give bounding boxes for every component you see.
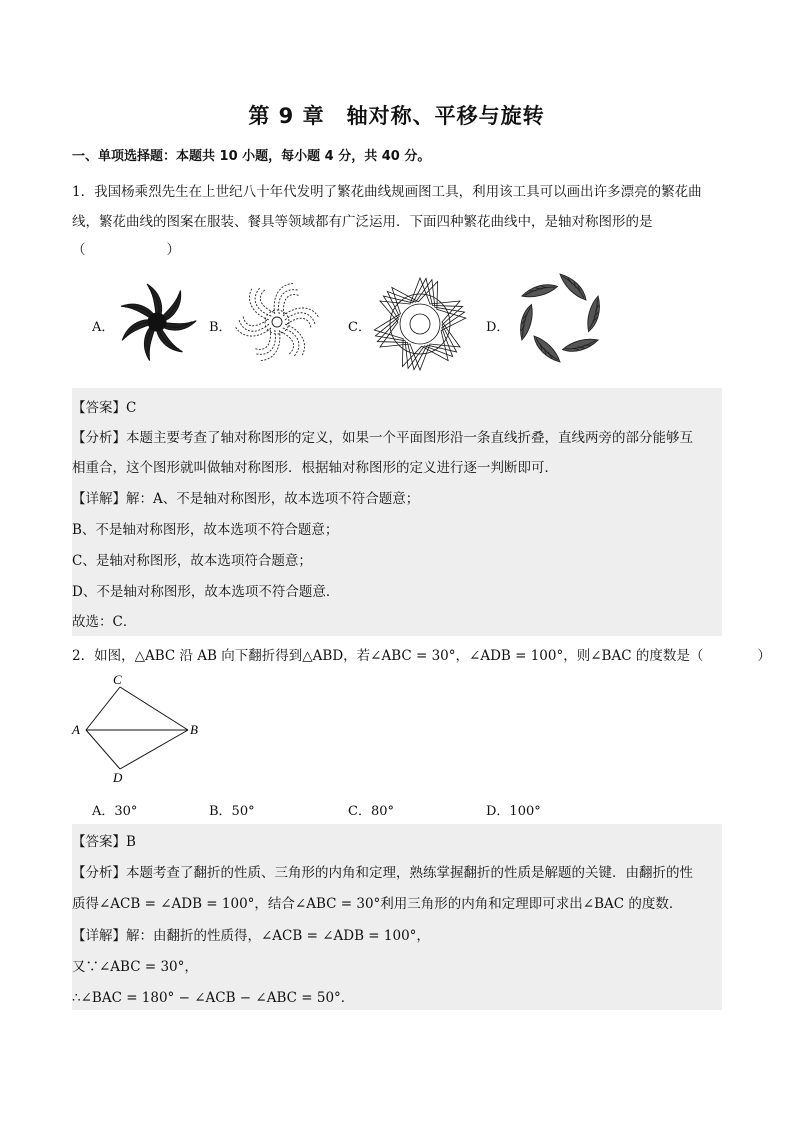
vertex-c-label: C bbox=[113, 672, 122, 687]
q2-option-d: D．100° bbox=[486, 804, 541, 819]
q2-option-a: A．30° bbox=[92, 804, 138, 819]
star-flower-c-figure bbox=[372, 276, 468, 372]
q2-analysis-line-2: 质得∠ACB = ∠ADB = 100°，结合∠ABC = 30°利用三角形的内角和定理即可求出∠BAC 的度数． bbox=[72, 896, 683, 912]
q1-detail-line-2: B、不是轴对称图形，故本选项不符合题意； bbox=[72, 522, 339, 538]
q1-analysis-line-1: 【分析】本题主要考查了轴对称图形的定义，如果一个平面图形沿一条直线折叠，直线两旁的部分能够互 bbox=[72, 430, 693, 446]
chapter-title: 轴对称、平移与旋转 bbox=[346, 104, 545, 128]
q2-option-b: B．50° bbox=[209, 804, 255, 819]
page-title bbox=[0, 100, 793, 130]
q2-analysis-line-1: 【分析】本题考查了翻折的性质、三角形的内角和定理，熟练掌握翻折的性质是解题的关键．由翻折的性 bbox=[72, 865, 693, 881]
segment-cb bbox=[120, 687, 188, 730]
triangle-fold-diagram bbox=[70, 670, 210, 788]
q1-answer: 【答案】C bbox=[72, 400, 137, 416]
q1-detail-line-1: 【详解】解：A、不是轴对称图形，故本选项不符合题意； bbox=[72, 491, 420, 507]
section-heading: 一、单项选择题：本题共 10 小题，每小题 4 分，共 40 分。 bbox=[72, 149, 431, 164]
chapter-number: 第 9 章 bbox=[248, 104, 325, 128]
q1-detail-line-4: D、不是轴对称图形，故本选项不符合题意． bbox=[72, 584, 340, 600]
q2-stem: 2．如图，△ABC 沿 AB 向下翻折得到△ABD，若∠ABC = 30°，∠ADB = 100°，则∠BAC 的度数是（ ） bbox=[72, 648, 771, 664]
q2-detail-line-2: 又∵∠ABC = 30°， bbox=[72, 959, 198, 975]
q1-analysis-line-2: 相重合，这个图形就叫做轴对称图形．根据轴对称图形的定义进行逐一判断即可． bbox=[72, 460, 558, 476]
q1-answer-bracket: （ ） bbox=[72, 242, 180, 258]
pinwheel-flower-a-figure bbox=[115, 280, 199, 364]
q1-option-b-label: B． bbox=[209, 320, 232, 335]
segment-db bbox=[120, 730, 188, 769]
q2-detail-line-1: 【详解】解：由翻折的性质得，∠ACB = ∠ADB = 100°， bbox=[72, 928, 430, 944]
q2-solution-box bbox=[72, 824, 722, 1010]
q2-option-c: C．80° bbox=[348, 804, 394, 819]
q1-detail-line-3: C、是轴对称图形，故本选项符合题意； bbox=[72, 553, 312, 569]
q1-option-c-label: C． bbox=[348, 320, 371, 335]
ring-flower-d-figure bbox=[510, 270, 610, 366]
segment-ad bbox=[86, 730, 120, 769]
q1-stem-line-1: 1．我国杨乘烈先生在上世纪八十年代发明了繁花曲线规画图工具，利用该工具可以画出许多漂亮的繁花曲 bbox=[72, 184, 702, 200]
vertex-d-label: D bbox=[113, 770, 123, 785]
q1-detail-line-5: 故选：C． bbox=[72, 614, 137, 630]
q1-stem-line-2: 线，繁花曲线的图案在服装、餐具等领域都有广泛运用．下面四种繁花曲线中，是轴对称图形的是 bbox=[72, 214, 653, 230]
segment-ac bbox=[86, 687, 120, 730]
swirl-flower-b-figure bbox=[230, 278, 324, 366]
q1-option-d-label: D． bbox=[486, 320, 510, 335]
vertex-b-label: B bbox=[190, 722, 198, 737]
q2-detail-line-3: ∴∠BAC = 180° − ∠ACB − ∠ABC = 50°． bbox=[72, 990, 355, 1006]
q1-option-a-label: A． bbox=[92, 320, 115, 335]
vertex-a-label: A bbox=[72, 722, 80, 737]
q2-answer: 【答案】B bbox=[72, 834, 136, 850]
